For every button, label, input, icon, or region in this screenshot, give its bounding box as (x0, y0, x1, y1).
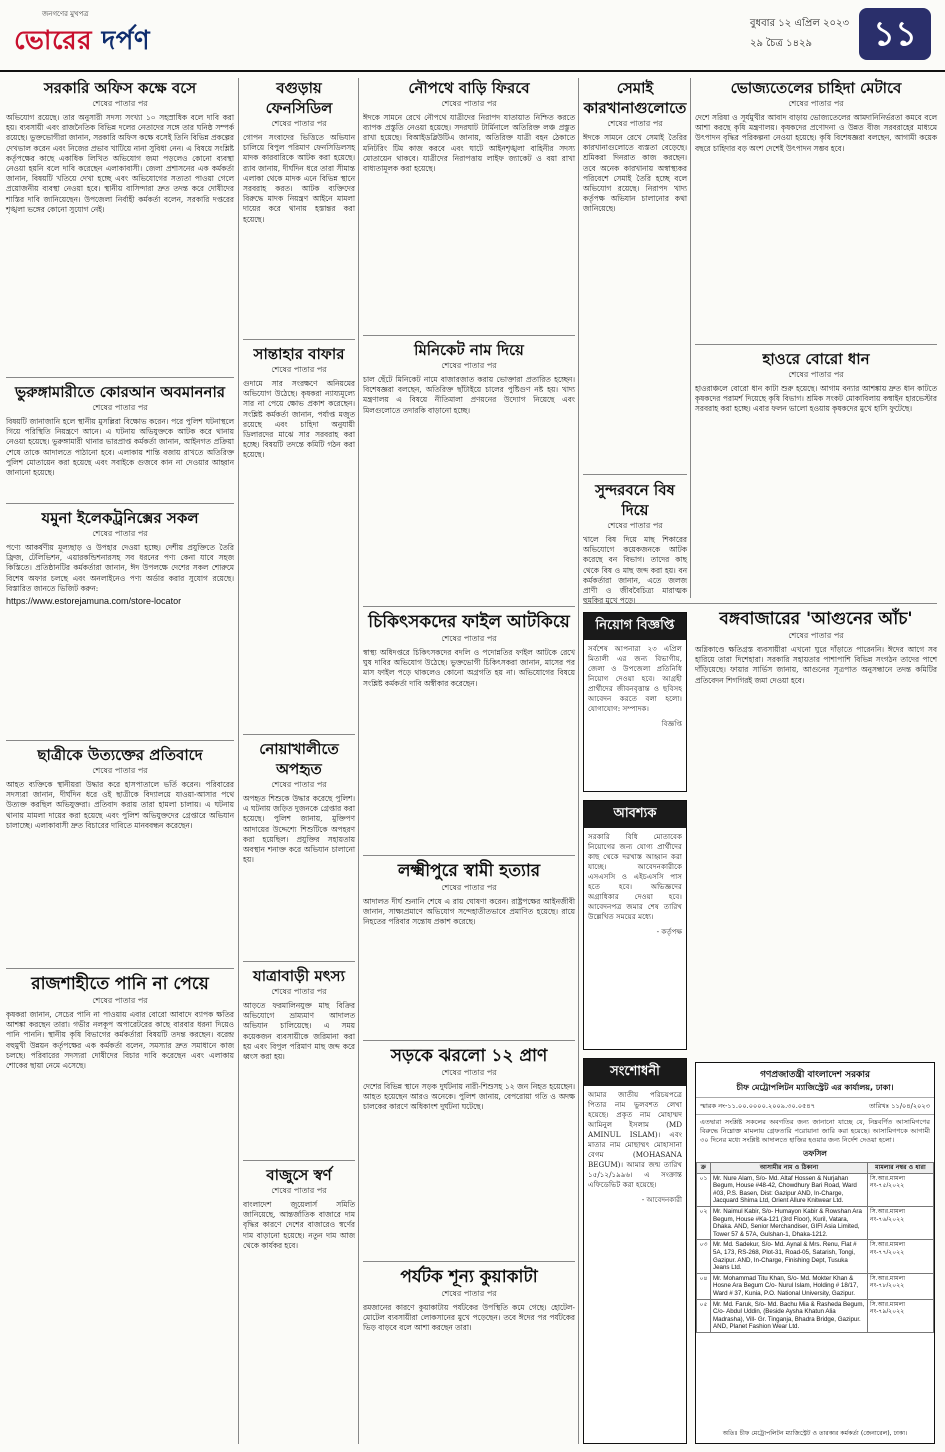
headline: সরকারি অফিস কক্ষে বসে (43, 79, 197, 97)
story-body: গোপন সংবাদের ভিত্তিতে অভিযান চালিয়ে বিপুল পরিমাণ ফেনসিডিলসহ মাদক কারবারিকে আটক করা হয়েছে। র‍্যাব জানায়, দীর্ঘদিন ধরে তারা সীমান্ত এলাকা থেকে মাদক এনে বিভিন্ন স্থানে সরবরাহ করত। আটক ব্যক্তিদের বিরুদ্ধে মাদক নিয়ন্ত্রণ আইনে মামলা দায়ের করে থানায় হস্তান্তর করা হয়েছে। (243, 133, 355, 224)
byline: শেষের পাতার পর (788, 631, 844, 640)
gov-table-title: তফসিল (803, 1149, 827, 1158)
story-bogura[interactable] (243, 78, 355, 336)
page-number-badge: ১১ (859, 8, 931, 60)
headline: সড়কে ঝরলো ১২ প্রাণ (390, 1046, 548, 1066)
headline: লক্ষ্মীপুরে স্বামী হত্যার (397, 861, 541, 881)
story-noakhali[interactable] (243, 739, 355, 957)
row-serial: ০৪ (697, 1273, 711, 1299)
col-accused: আসামীর নাম ও ঠিকানা (711, 1163, 868, 1174)
story-divider (6, 377, 234, 378)
headline: সুন্দরবনে বিষ দিয়ে (595, 481, 675, 519)
table-row (697, 1173, 934, 1206)
story-body: দেশের বিভিন্ন স্থানে সড়ক দুর্ঘটনায় নারী-শিশুসহ ১২ জন নিহত হয়েছেন। আহত হয়েছেন আরও অনেকে। পুলিশ জানায়, বেপরোয়া গতি ও অদক্ষ চালকের কারণে অধিকাংশ দুর্ঘটনা ঘটেছে। (363, 1082, 575, 1112)
story-divider (243, 1160, 355, 1161)
date-bangla: ২৯ চৈত্র ১৪২৯ (749, 38, 813, 49)
story-body: ঈদকে সামনে রেখে নৌপথে যাত্রীদের নিরাপদ যাতায়াত নিশ্চিত করতে ব্যাপক প্রস্তুতি নেওয়া হয়েছে। সদরঘাট টার্মিনালে অতিরিক্ত লঞ্চ প্রস্তুত রাখা হয়েছে। বিআইডব্লিউটিএ জানায়, অতিরিক্ত যাত্রী বহন ঠেকাতে মনিটরিং টিম কাজ করবে এবং ঘাটে আইনশৃঙ্খলা বাহিনীর সদস্য মোতায়েন থাকবে। যাত্রীদের নিরাপত্তায় লাইফ জ্যাকেট ও বয়া রাখা বাধ্যতামূলক করা হয়েছে। (363, 113, 575, 174)
byline: শেষের পাতার পর (92, 403, 148, 412)
story-noupothe[interactable] (363, 78, 575, 332)
row-accused: Mr. Nure Alam, S/o- Md. Altaf Hossen & Nurjahan Begum, House #48-42, Chowdhury Bari Road, Ward #03, P.S. Basen, Dist: Gazipur AND, In-Charge, Jacquard Shima Ltd, Orient Allure Knitwear Ltd. (711, 1173, 868, 1206)
story-divider (363, 855, 575, 856)
gov-subtitle: চীফ মেট্রোপলিটন ম্যাজিস্ট্রেট এর কার্যালয়, ঢাকা। (736, 1083, 894, 1092)
story-divider (363, 606, 575, 607)
row-serial: ০৫ (697, 1299, 711, 1332)
row-accused: Mr. Md. Faruk, S/o- Md. Bachu Mia & Rasheda Begum, C/o- Abdul Uddin, (Beside Aysha Khatun Alia Madrasha), Vill- Gr. Tinganja, Bhadra Bridge, Gazipur. AND, Planet Fashion Wear Ltd. (711, 1299, 868, 1332)
story-body: আহত ব্যক্তিকে স্থানীয়রা উদ্ধার করে হাসপাতালে ভর্তি করেন। পরিবারের সদস্যরা জানান, দীর্ঘদিন ধরে ওই ছাত্রীকে বিদ্যালয়ে যাওয়া-আসার পথে উত্যক্ত করছিল অভিযুক্তরা। প্রতিবাদ করায় তারা হামলা চালায়। এ ঘটনায় থানায় মামলা দায়ের করা হয়েছে এবং পুলিশ অভিযুক্তদের গ্রেপ্তারে অভিযান চালাচ্ছে। এলাকাবাসী দ্রুত বিচারের দাবিতে মানববন্ধন করেছেন। (6, 780, 234, 830)
niyog-body: সর্বশেষ আপনারা ২৩ এপ্রিল মিতালী এর জন্য বিভাগীয়, জেলা ও উপজেলা প্রতিনিধি নিয়োগ দেওয়া হবে। আগ্রহী প্রার্থীদের জীবনবৃত্তান্ত ও ছবিসহ আবেদন করতে বলা হলো। যোগাযোগ: সম্পাদক। (588, 644, 682, 713)
table-row (697, 1273, 934, 1299)
headline: সেমাই কারখানাগুলোতে (583, 79, 687, 117)
story-sorok[interactable] (363, 1045, 575, 1257)
story-rajshahi[interactable] (6, 973, 234, 1445)
store-locator-link[interactable]: https://www.estorejamuna.com/store-locator (6, 596, 182, 607)
story-divider (583, 474, 687, 475)
headline: নোয়াখালীতে অপহৃত (259, 740, 339, 778)
row-case: সি.আর.মামলা নং-৭৭/২০২২ (868, 1240, 934, 1273)
abosshok-title: আবশ্যক (584, 801, 686, 828)
byline: শেষের পাতার পর (441, 361, 497, 370)
headline: রাজশাহীতে পানি না পেয়ে (31, 974, 209, 994)
story-divider (363, 1040, 575, 1041)
row-accused: Mr. Mohammad Titu Khan, S/o- Md. Mokter Khan & Hosne Ara Begum C/o- Nurul Islam, Holding # 18/17, Ward # 37, Kunia, P.O. National University, Gazipur. (711, 1273, 868, 1299)
byline: শেষের পাতার পর (271, 119, 327, 128)
headline: সান্তাহার বাফার (253, 345, 345, 363)
story-body: গুদামে সার সংরক্ষণে অনিয়মের অভিযোগ উঠেছে। কৃষকরা ন্যায্যমূল্যে সার না পেয়ে ক্ষোভ প্রকাশ করেছেন। সংশ্লিষ্ট কর্মকর্তা জানান, পর্যাপ্ত মজুত রয়েছে এবং চাহিদা অনুযায়ী ডিলারদের মাঝে সার সরবরাহ করা হচ্ছে। বিষয়টি তদন্তে কমিটি গঠন করা হয়েছে। (243, 379, 355, 460)
byline: শেষের পাতার পর (271, 365, 327, 374)
story-body: কৃষকরা জানান, সেচের পানি না পাওয়ায় এবার বোরো আবাদে ব্যাপক ক্ষতির আশঙ্কা করছেন তারা। গভীর নলকূপ অপারেটরের কাছে বারবার ধরনা দিয়েও পানি পাননি। স্থানীয় কৃষি বিভাগের কর্মকর্তারা বিষয়টি তদন্ত করছেন। বরেন্দ্র বহুমুখী উন্নয়ন কর্তৃপক্ষের এক কর্মকর্তা বলেন, সমস্যার দ্রুত সমাধানে কাজ চলছে। পরিবারের সদস্যরা দোষীদের বিচার দাবি করেছেন এবং এলাকায় শোকের ছায়া নেমে এসেছে। (6, 1010, 234, 1071)
gov-date: তারিখঃ ১১/০৪/২০২৩ (868, 1102, 930, 1110)
story-divider (243, 339, 355, 340)
abosshok-body: সরকারি বিধি মোতাবেক নিয়োগের জন্য যোগ্য প্রার্থীদের কাছ থেকে দরখাস্ত আহ্বান করা যাচ্ছে। আবেদনকারীকে এসএসসি ও এইচএসসি পাস হতে হবে। অভিজ্ঞদের অগ্রাধিকার দেওয়া হবে। আবেদনপত্র জমার শেষ তারিখ উল্লেখিত সময়ের মধ্যে। (588, 832, 682, 921)
government-notice[interactable] (695, 1062, 935, 1444)
niyog-box[interactable] (583, 612, 687, 792)
row-serial: ০৩ (697, 1240, 711, 1273)
gov-footer: অতিঃ চীফ মেট্রোপলিটন ম্যাজিস্ট্রেট ও তারকার কর্মকর্তা (জেনারেল), ঢাকা। (722, 1430, 908, 1437)
story-body: স্বাস্থ্য অধিদপ্তরে চিকিৎসকদের বদলি ও পদোন্নতির ফাইল আটকে রেখে ঘুষ দাবির অভিযোগ উঠেছে। ভুক্তভোগী চিকিৎসকরা জানান, মাসের পর মাস ফাইল পড়ে থাকলেও কোনো অগ্রগতি হয় না। অভিযোগের বিষয়ে সংশ্লিষ্ট কর্মকর্তা দাবি অস্বীকার করেছেন। (363, 648, 575, 688)
headline: বগুড়ায় ফেনসিডিল (265, 79, 333, 117)
row-case: সি.আর.মামলা নং-৭৯/২০২২ (868, 1299, 934, 1332)
byline: শেষের পাতার পর (441, 1068, 497, 1077)
row-case: সি.আর.মামলা নং-৭৮/২০২২ (868, 1273, 934, 1299)
story-body: রমজানের কারণে কুয়াকাটায় পর্যটকের উপস্থিতি কমে গেছে। হোটেল-মোটেল ব্যবসায়ীরা লোকসানের মুখে পড়েছেন। তবে ঈদের পর পর্যটকের ভিড় বাড়বে বলে আশা করছেন তারা। (363, 1303, 575, 1333)
story-lakshmipur[interactable] (363, 860, 575, 1036)
logo-tagline: জনগণের মুখপত্র (42, 10, 89, 18)
story-divider (6, 968, 234, 969)
byline: শেষের পাতার পর (271, 987, 327, 996)
row-case: সি.আর.মামলা নং-৭৫/২০২২ (868, 1173, 934, 1206)
story-haore[interactable] (695, 349, 937, 599)
accused-table (696, 1162, 934, 1333)
byline: শেষের পাতার পর (441, 1289, 497, 1298)
gov-intro: এতদ্বারা সংশ্লিষ্ট সকলের অবগতির জন্য জানানো যাচ্ছে যে, নিম্নবর্ণিত আসামিগণের বিরুদ্ধে নিম্নোক্ত মামলায় গ্রেফতারি পরোয়ানা জারি করা হয়েছে। আসামিগণকে আগামী ৩০ দিনের মধ্যে সংশ্লিষ্ট আদালতে হাজির হওয়ার জন্য নির্দেশ দেওয়া হলো। (700, 1118, 930, 1144)
story-body: অপহৃত শিশুকে উদ্ধার করেছে পুলিশ। এ ঘটনায় জড়িত দুজনকে গ্রেপ্তার করা হয়েছে। পুলিশ জানায়, মুক্তিপণ আদায়ের উদ্দেশ্যে শিশুটিকে অপহরণ করা হয়েছিল। প্রযুক্তির সহায়তায় অবস্থান শনাক্ত করে অভিযান চালানো হয়। (243, 794, 355, 865)
story-body: দেশে সরিষা ও সূর্যমুখীর আবাদ বাড়ায় ভোজ্যতেলের আমদানিনির্ভরতা কমবে বলে আশা করছে কৃষি মন্ত্রণালয়। কৃষকদের প্রণোদনা ও উন্নত বীজ সরবরাহের মাধ্যমে উৎপাদন বৃদ্ধির পরিকল্পনা নেওয়া হয়েছে। কৃষি বিশেষজ্ঞরা বলছেন, আগামী কয়েক বছরে চাহিদার বড় অংশ দেশেই উৎপাদন সম্ভব হবে। (695, 113, 937, 153)
songshodhoni-box[interactable] (583, 1058, 687, 1444)
songshodhoni-body: আমার জাতীয় পরিচয়পত্রে পিতার নাম ভুলবশত লেখা হয়েছে। প্রকৃত নাম মোহাম্মদ আমিনুল ইসলাম (MD AMINUL ISLAM)। এবং মাতার নাম মোছাম্মৎ মোহাসানা বেগম (MOHASANA BEGUM)। আমার জন্ম তারিখ ১৫/১২/১৯৯৬। এ সংক্রান্ত এফিডেভিট করা হয়েছে। (588, 1090, 682, 1189)
headline: ভুরুঙ্গামারীতে কোরআন অবমাননার (14, 383, 226, 401)
story-bhurungamari[interactable] (6, 382, 234, 500)
story-minikete[interactable] (363, 340, 575, 602)
headline: নৌপথে বাড়ি ফিরবে (408, 79, 530, 97)
story-body: আদালত দীর্ঘ শুনানি শেষে এ রায় ঘোষণা করেন। রাষ্ট্রপক্ষের আইনজীবী জানান, সাক্ষ্যপ্রমাণে অভিযোগ সন্দেহাতীতভাবে প্রমাণিত হয়েছে। রায়ে নিহতের পরিবার সন্তোষ প্রকাশ করেছে। (363, 897, 575, 927)
story-divider (695, 344, 937, 345)
byline: শেষের পাতার পর (441, 634, 497, 643)
story-divider (6, 740, 234, 741)
row-accused: Mr. Naimul Kabir, S/o- Humayon Kabir & Rowshan Ara Begum, House #Ka-121 (3rd Floor), Kuril, Vatara, Dhaka. AND, Senior Merchandiser, GIFI Asia Limited, Tower 57 & 57A, Gulshan-1, Dhaka-1212. (711, 1206, 868, 1239)
logo-name-part-a: ভোরের (14, 26, 93, 56)
byline: শেষের পাতার পর (271, 780, 327, 789)
story-bajuse[interactable] (243, 1165, 355, 1445)
story-jatrabari[interactable] (243, 966, 355, 1156)
byline: শেষের পাতার পর (788, 370, 844, 379)
headline: বঙ্গবাজারের 'আগুনের আঁচ' (719, 609, 913, 629)
story-divider (6, 503, 234, 504)
headline: বাজুসে স্বর্ণ (266, 1166, 332, 1184)
story-body: আড়তে ফরমালিনযুক্ত মাছ বিক্রির অভিযোগে ভ্রাম্যমাণ আদালত অভিযান চালিয়েছে। এ সময় কয়েকজন ব্যবসায়ীকে জরিমানা করা হয় এবং বিপুল পরিমাণ মাছ জব্দ করে ধ্বংস করা হয়। (243, 1001, 355, 1062)
headline: পর্যটক শূন্য কুয়াকাটা (400, 1267, 538, 1287)
niyog-title: নিয়োগ বিজ্ঞপ্তি (584, 613, 686, 640)
story-body: চাল ছেঁটে মিনিকেট নামে বাজারজাত করায় ভোক্তারা প্রতারিত হচ্ছেন। বিশেষজ্ঞরা বলছেন, অতিরিক্ত ছাঁটাইয়ে চালের পুষ্টিগুণ নষ্ট হয়। খাদ্য মন্ত্রণালয় এ বিষয়ে নীতিমালা প্রণয়নের উদ্যোগ নিয়েছে এবং মিলগুলোতে তদারকি বাড়ানো হচ্ছে। (363, 375, 575, 415)
songshodhoni-title: সংশোধনী (584, 1059, 686, 1086)
story-divider (243, 734, 355, 735)
gov-title: গণপ্রজাতন্ত্রী বাংলাদেশ সরকার (760, 1070, 870, 1080)
story-chikitsok[interactable] (363, 611, 575, 851)
byline: শেষের পাতার পর (441, 99, 497, 108)
byline: শেষের পাতার পর (92, 99, 148, 108)
headline: মিনিকেট নাম দিয়ে (414, 341, 524, 359)
abosshok-footer: - কর্তৃপক্ষ (656, 928, 682, 936)
abosshok-box[interactable] (583, 800, 687, 1050)
story-chhatrike[interactable] (6, 745, 234, 965)
headline: যাত্রাবাড়ী মৎস্য (253, 967, 345, 985)
headline: চিকিৎসকদের ফাইল আটকিয়ে (368, 612, 570, 632)
col-case: মামলার নম্বর ও ধারা (868, 1163, 934, 1174)
niyog-footer: বিজ্ঞপ্তি (661, 720, 682, 728)
byline: শেষের পাতার পর (92, 996, 148, 1005)
byline: শেষের পাতার পর (92, 766, 148, 775)
story-divider (243, 961, 355, 962)
row-case: সি.আর.মামলা নং-৭৬/২০২২ (868, 1206, 934, 1239)
songshodhoni-footer: - আবেদনকারী (641, 1196, 682, 1204)
row-serial: ০১ (697, 1173, 711, 1206)
story-body: বাংলাদেশ জুয়েলার্স সমিতি জানিয়েছে, আন্তর্জাতিক বাজারে দাম বৃদ্ধির কারণে দেশের বাজারেও স্বর্ণের দাম বাড়ানো হয়েছে। নতুন দাম আজ থেকে কার্যকর হবে। (243, 1200, 355, 1250)
gov-reference (696, 1097, 934, 1115)
story-jamuna[interactable] (6, 508, 234, 736)
story-body: বিষয়টি জানাজানি হলে স্থানীয় মুসল্লিরা বিক্ষোভ করেন। পরে পুলিশ ঘটনাস্থলে গিয়ে পরিস্থিতি নিয়ন্ত্রণে আনে। এ ঘটনায় অভিযুক্তকে আটক করে থানায় নেওয়া হয়েছে। ভুরুঙ্গামারী থানার ভারপ্রাপ্ত কর্মকর্তা জানান, আইনগত প্রক্রিয়া শেষে তাকে আদালতে পাঠানো হবে। এলাকায় শান্তি বজায় রাখতে অতিরিক্ত পুলিশ মোতায়েন করা হয়েছে এবং সবাইকে গুজবে কান না দেওয়ার আহ্বান জানানো হয়েছে। (6, 417, 234, 478)
story-bangabazar[interactable] (695, 608, 937, 1056)
row-accused: Mr. Md. Sadekur, S/o- Md. Aynal & Mrs. Renu, Flat # 5A, 173, RS-268, Plot-31, Road-05, Satarish, Tongi, Gazipur. AND, In-Charge, Finishing Dept, Tusuka Jeans Ltd. (711, 1240, 868, 1273)
headline: যমুনা ইলেকট্রনিক্সের সকল (41, 509, 199, 527)
headline: হাওরে বোরো ধান (762, 350, 870, 368)
byline: শেষের পাতার পর (441, 883, 497, 892)
headline: ছাত্রীকে উত্যক্তের প্রতিবাদে (37, 746, 203, 764)
gov-memo-number: স্মারক নং-১১.০০.০০০০.২০০৯.৩০.০৫৪৭ (700, 1102, 815, 1110)
story-porjotok[interactable] (363, 1266, 575, 1446)
story-divider (363, 335, 575, 336)
col-serial: ক্র (697, 1163, 711, 1174)
story-body: ঈদকে সামনে রেখে সেমাই তৈরির কারখানাগুলোতে ব্যস্ততা বেড়েছে। শ্রমিকরা দিনরাত কাজ করছেন। তবে অনেক কারখানায় অস্বাস্থ্যকর পরিবেশে সেমাই তৈরি হচ্ছে বলে অভিযোগ রয়েছে। নিরাপদ খাদ্য কর্তৃপক্ষ অভিযান চালানোর কথা জানিয়েছে। (583, 133, 687, 214)
story-body: হাওরাঞ্চলে বোরো ধান কাটা শুরু হয়েছে। আগাম বন্যার আশঙ্কায় দ্রুত ধান কাটতে কৃষকদের পরামর্শ দিয়েছে কৃষি বিভাগ। শ্রমিক সংকট মোকাবিলায় কম্বাইন হারভেস্টার সরবরাহ করা হচ্ছে। এবার ফলন ভালো হওয়ায় কৃষকদের মুখে হাসি ফুটেছে। (695, 384, 937, 414)
table-row (697, 1299, 934, 1332)
byline: শেষের পাতার পর (92, 529, 148, 538)
table-row (697, 1206, 934, 1239)
story-body: অভিযোগ রয়েছে। তার অনুসারী সদস্য সংখ্যা ১০ সহস্রাধিক বলে দাবি করা হয়। ব্যবসায়ী এবং রাজনৈতিক বিভিন্ন দলের নেতাদের সঙ্গে তার ঘনিষ্ঠ সম্পর্ক রয়েছে। ভুক্তভোগীরা জানান, সরকারি অফিস কক্ষে বসেই তিনি বিভিন্ন প্রকল্পের দেখভাল করেন এবং নিজের প্রভাব খাটিয়ে নানা সুবিধা নেন। এ বিষয়ে সংশ্লিষ্ট কর্তৃপক্ষের কাছে একাধিক লিখিত অভিযোগ জমা পড়লেও কোনো ব্যবস্থা নেওয়া হয়নি বলে দাবি করেছেন এলাকাবাসী। জেলা প্রশাসনের এক কর্মকর্তা জানান, বিষয়টি খতিয়ে দেখা হচ্ছে এবং অভিযোগের সত্যতা পাওয়া গেলে প্রয়োজনীয় ব্যবস্থা নেওয়া হবে। স্থানীয় বাসিন্দারা দ্রুত তদন্ত করে দোষীদের শাস্তির দাবি জানিয়েছেন। উপজেলা নির্বাহী কর্মকর্তা বলেন, সরকারি দপ্তরের শৃঙ্খলা ভঙ্গের কোনো সুযোগ নেই। (6, 113, 234, 214)
byline: শেষের পাতার পর (788, 99, 844, 108)
story-body: খালে বিষ দিয়ে মাছ শিকারের অভিযোগে কয়েকজনকে আটক করেছে বন বিভাগ। তাদের কাছ থেকে বিষ ও মাছ জব্দ করা হয়। বন কর্মকর্তারা জানান, এতে জলজ প্রাণী ও জীববৈচিত্র্য মারাত্মক হুমকির মুখে পড়ে। (583, 535, 687, 606)
story-sundarban[interactable] (583, 480, 687, 606)
logo-name-part-b: দর্পণ (101, 26, 151, 56)
date-gregorian: বুধবার ১২ এপ্রিল ২০২৩ (749, 18, 849, 29)
story-body: পণ্যে আকর্ষণীয় মূল্যছাড় ও উপহার দেওয়া হচ্ছে। দেশীয় প্রযুক্তিতে তৈরি ফ্রিজ, টেলিভিশন, এয়ারকন্ডিশনারসহ সব ধরনের পণ্য কেনা যাবে সহজ কিস্তিতে। প্রতিষ্ঠানটির কর্মকর্তারা জানান, ঈদ উপলক্ষে দেশের সকল শোরুমে বিশেষ অফার চলছে এবং অনলাইনেও পণ্য অর্ডার করার সুযোগ রয়েছে। বিস্তারিত জানতে ভিজিট করুন: (6, 543, 234, 593)
story-semai[interactable] (583, 78, 687, 470)
table-row (697, 1240, 934, 1273)
story-sarkari[interactable] (6, 78, 234, 374)
row-serial: ০২ (697, 1206, 711, 1239)
byline: শেষের পাতার পর (271, 1186, 327, 1195)
story-divider (363, 1261, 575, 1262)
story-santahar[interactable] (243, 344, 355, 730)
byline: শেষের পাতার পর (607, 521, 663, 530)
story-bhojyo[interactable] (695, 78, 937, 340)
headline: ভোজ্যতেলের চাহিদা মেটাবে (730, 79, 902, 97)
story-body: অগ্নিকাণ্ডে ক্ষতিগ্রস্ত ব্যবসায়ীরা এখনো ঘুরে দাঁড়াতে পারেননি। ঈদের আগে সব হারিয়ে তারা দিশেহারা। সরকারি সহায়তার পাশাপাশি বিভিন্ন সংগঠন তাদের পাশে দাঁড়িয়েছে। ফায়ার সার্ভিস জানায়, আগুনের সূত্রপাত অনুসন্ধানে তদন্ত কমিটির প্রতিবেদন শিগগিরই জমা দেওয়া হবে। (695, 645, 937, 685)
byline: শেষের পাতার পর (607, 119, 663, 128)
